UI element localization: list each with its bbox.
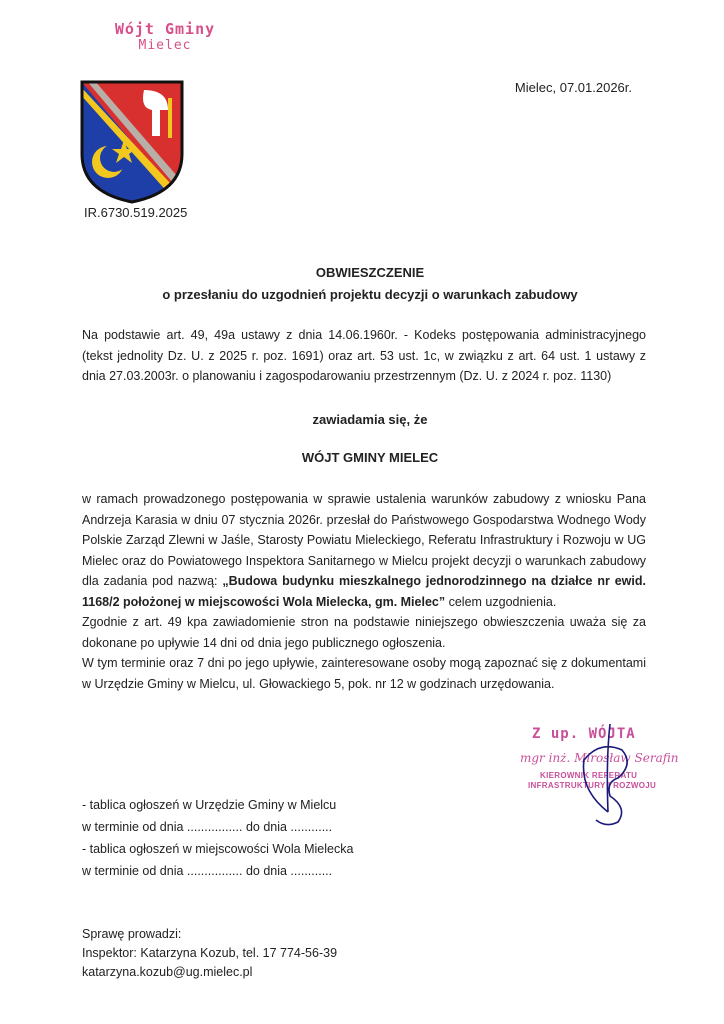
contact-email: katarzyna.kozub@ug.mielec.pl (82, 965, 253, 979)
board-2-line-1: - tablica ogłoszeń w miejscowości Wola Mielecka (82, 842, 354, 856)
stamp-line-1: Wójt Gminy (114, 20, 216, 38)
authority-line: WÓJT GMINY MIELEC (301, 450, 439, 465)
handwritten-signature-icon (510, 720, 680, 830)
document-date: Mielec, 07.01.2026r. (514, 80, 632, 95)
signature-role-line-2: INFRASTRUKTURY I ROZWOJU (528, 781, 657, 790)
board-1-line-1: - tablica ogłoszeń w Urzędzie Gminy w Mielcu (82, 798, 337, 812)
document-subheading: o przesłaniu do uzgodnień projektu decyzji o warunkach zabudowy (162, 287, 578, 302)
signature-authorization: Z up. WÓJTA (532, 726, 636, 742)
notice-boards (82, 794, 353, 882)
intro-text: w ramach prowadzonego postępowania w sprawie ustalenia warunków zabudowy z wniosku Pana Andrzeja Karasia w dniu 07 stycznia 2026r. przesłał do Państwowego Gospodarstwa Wodnego Wody Polskie Zarząd Zlewni w Jaśle, Starosty Powiatu Mieleckiego, Referatu Infrastruktury i Rozwoju w UG Mielec oraz do Powiatowego Inspektora Sanitarnego w Mielcu projekt decyzji o warunkach zabudowy dla zadania pod nazwą: (82, 492, 646, 588)
contact-person: Inspektor: Katarzyna Kozub, tel. 17 774-56-39 (82, 946, 338, 960)
contact-label: Sprawę prowadzi: (82, 927, 182, 941)
stamp-line-2: Mielec (138, 38, 192, 53)
term-text: W tym terminie oraz 7 dni po jego upływie, zainteresowane osoby mogą zapoznać się z dokumentami w Urzędzie Gminy w Mielcu, ul. Głowackiego 5, pok. nr 12 w godzinach urzędowania. (82, 656, 646, 691)
legal-basis-paragraph: Na podstawie art. 49, 49a ustawy z dnia 14.06.1960r. - Kodeks postępowania administracyjnego (tekst jednolity Dz. U. z 2025 r. poz. 1691) oraz art. 53 ust. 1c, w związku z art. 64 ust. 1 ustawy z dnia 27.03.2003r. o planowaniu i zagospodarowaniu przestrzennym (Dz. U. z 2024 r. poz. 1130) (82, 328, 646, 383)
contact-block (82, 925, 337, 982)
signature-role-line-1: KIEROWNIK REFERATU (540, 771, 638, 780)
header-stamp (100, 20, 230, 53)
signature-stamp (510, 720, 680, 830)
project-name: „Budowa budynku mieszkalnego jednorodzinnego na działce nr ewid. 1168/2 położonej w miejscowości Wola Mielecka, gm. Mielec” (82, 574, 646, 609)
signature-name: mgr inż. Mirosław Serafin (520, 751, 679, 765)
coat-of-arms-icon (80, 80, 184, 204)
notify-line: zawiadamia się, że (312, 412, 428, 427)
board-1-line-2: w terminie od dnia ................ do dnia ............ (82, 820, 333, 834)
notice-text: Zgodnie z art. 49 kpa zawiadomienie stron na podstawie niniejszego obwieszczenia uważa się za dokonane po upływie 14 dni od dnia jego publicznego ogłoszenia. (82, 615, 646, 650)
board-2-line-2: w terminie od dnia ................ do dnia ............ (82, 864, 333, 878)
reference-number: IR.6730.519.2025 (84, 205, 188, 220)
main-paragraph (82, 489, 646, 694)
document-heading: OBWIESZCZENIE (315, 265, 425, 280)
intro-end-text: celem uzgodnienia. (448, 594, 557, 609)
title-block (80, 262, 660, 306)
